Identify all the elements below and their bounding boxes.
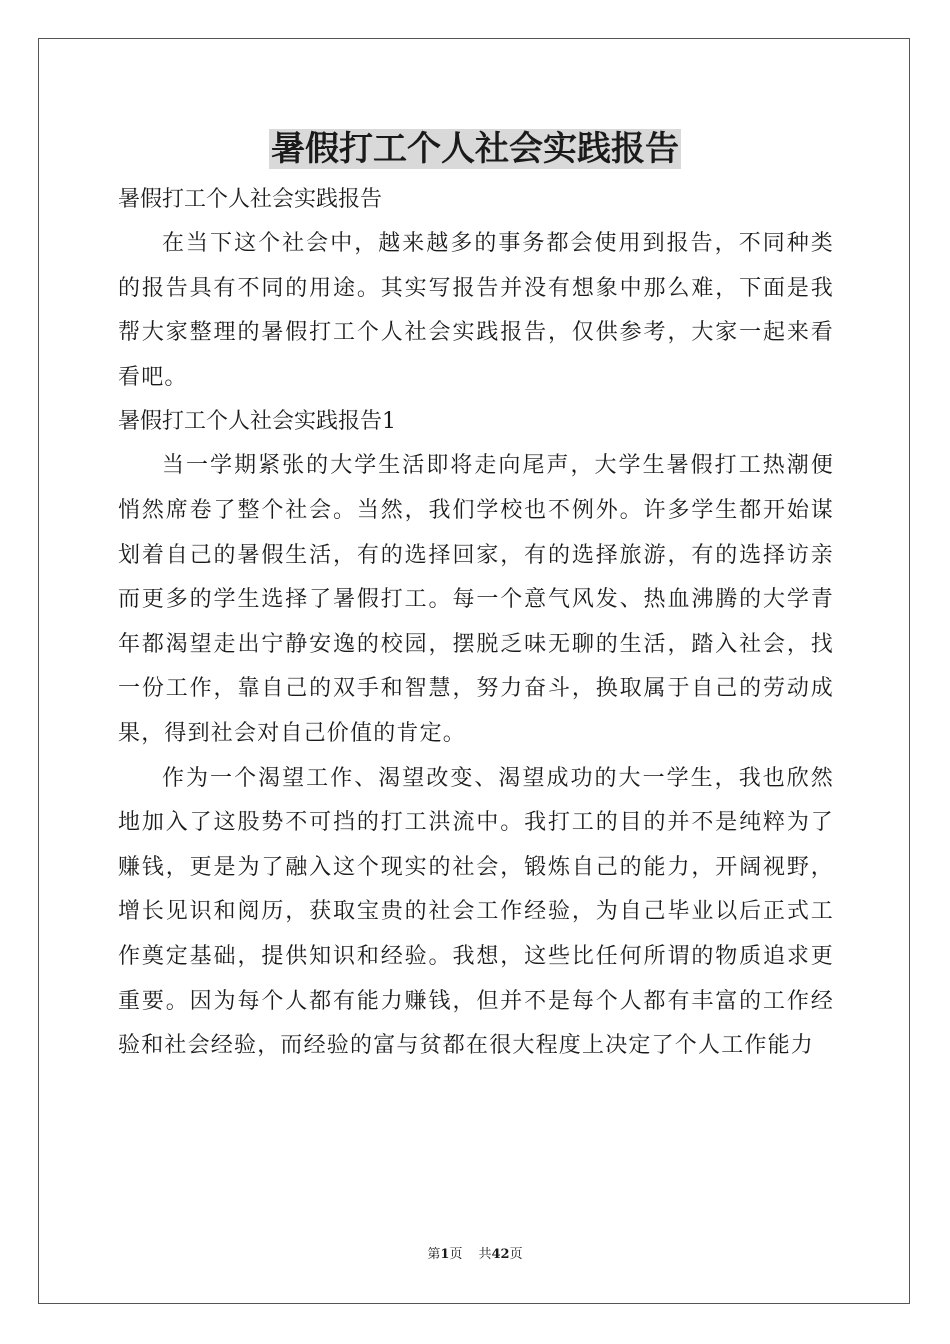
total-prefix: 共 xyxy=(478,1247,492,1262)
body-paragraph-2: 作为一个渴望工作、渴望改变、渴望成功的大一学生，我也欣然地加入了这股势不可挡的打工洪流中。我打工的目的并不是纯粹为了赚钱，更是为了融入这个现实的社会，锻炼自己的能力，开阔视野，增长见识和阅历，获取宝贵的社会工作经验，为自己毕业以后正式工作奠定基础，提供知识和经验。我想，这些比任何所谓的物质追求更重要。因为每个人都有能力赚钱，但并不是每个人都有丰富的工作经验和社会经验，而经验的富与贫都在很大程度上决定了个人工作能力 xyxy=(118,765,834,1059)
page-footer xyxy=(0,1246,950,1264)
page-number: 1 xyxy=(440,1247,450,1262)
document-body xyxy=(118,178,834,1069)
document-title xyxy=(0,126,950,172)
document-title-text: 暑假打工个人社会实践报告 xyxy=(271,129,679,169)
total-suffix: 页 xyxy=(509,1247,523,1262)
page-suffix: 页 xyxy=(449,1247,463,1262)
page-prefix: 第 xyxy=(427,1247,441,1262)
body-paragraph-1: 当一学期紧张的大学生活即将走向尾声，大学生暑假打工热潮便悄然席卷了整个社会。当然，我们学校也不例外。许多学生都开始谋划着自己的暑假生活，有的选择回家，有的选择旅游，有的选择访亲而更多的学生选择了暑假打工。每一个意气风发、热血沸腾的大学青年都渴望走出宁静安逸的校园，摆脱乏味无聊的生活，踏入社会，找一份工作，靠自己的双手和智慧，努力奋斗，换取属于自己的劳动成果，得到社会对自己价值的肯定。 xyxy=(118,453,834,746)
intro-paragraph: 在当下这个社会中，越来越多的事务都会使用到报告，不同种类的报告具有不同的用途。其实写报告并没有想象中那么难，下面是我帮大家整理的暑假打工个人社会实践报告，仅供参考，大家一起来看看吧。 xyxy=(118,231,834,390)
total-pages: 42 xyxy=(491,1247,510,1262)
document-subtitle: 暑假打工个人社会实践报告 xyxy=(118,187,383,212)
section-heading: 暑假打工个人社会实践报告1 xyxy=(118,409,396,435)
